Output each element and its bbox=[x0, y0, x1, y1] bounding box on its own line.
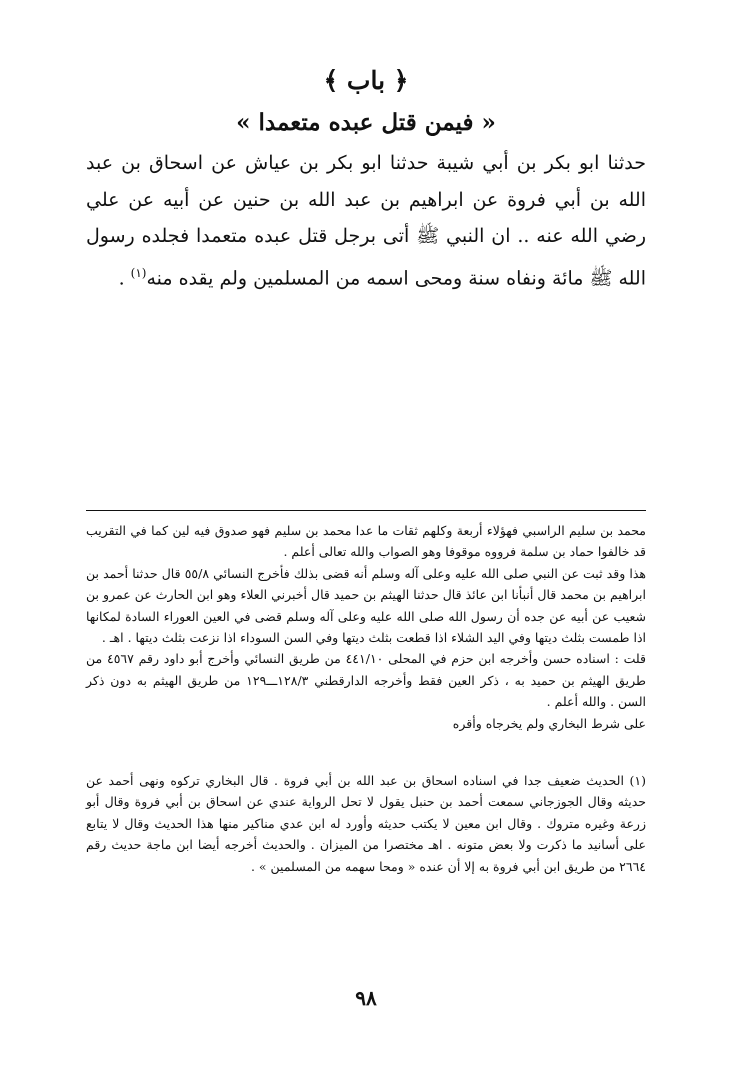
page-number: ٩٨ bbox=[355, 986, 377, 1010]
hadith-end: . bbox=[118, 266, 131, 289]
chapter-label: ﴿ باب ﴾ bbox=[323, 66, 409, 95]
footnote-reference[interactable]: (١) bbox=[130, 265, 147, 280]
notes-spacer bbox=[86, 734, 646, 770]
footnote-paragraph: (١) الحديث ضعيف جدا في اسناده اسحاق بن عبد الله بن أبي فروة . قال البخاري تركوه ونهى أحمد عن حديثه وقال الجوزجاني سمعت أحمد بن حنبل يقول لا تحل الرواية عندي عن اسحاق بن أبي فروة وقال أبو زرعة وغيره متروك . وقال ابن معين لا يكتب حديثه وأورد له ابن عدي مناكير منها هذا الحديث وقال لا يتابع على أسانيد ما ذكرت ولا بعض متونه . اهـ مختصرا من الميزان . والحديث أخرجه أيضا ابن ماجة حديث رقم ٢٦٦٤ من طريق ابن أبي فروة به إلا أن عنده « ومحا سهمه من المسلمين » . bbox=[86, 773, 646, 874]
note-paragraph: قلت : اسناده حسن وأخرجه ابن حزم في المحلى ٤٤١/١٠ من طريق النسائي وأخرج أبو داود رقم ٤٥٦٧ من طريق الهيثم بن حميد به ، ذكر العين فقط وأخرجه الدارقطني ١٢٨/٣ـــ١٢٩ من طريق الهيثم به دون ذكر السن . والله أعلم . bbox=[86, 651, 646, 710]
chapter-title: « فيمن قتل عبده متعمدا » bbox=[236, 109, 496, 136]
note-paragraph: هذا وقد ثبت عن النبي صلى الله عليه وعلى آله وسلم أنه قضى بذلك فأخرج النسائي ٥٥/٨ قال حدثنا أحمد بن ابراهيم بن محمد قال أنبأنا ابن عائذ قال حدثنا الهيثم بن حميد قال أخبرني العلاء وهو ابن الحارث عن عمرو بن شعيب عن أبيه عن جده أن رسول الله صلى الله عليه وعلى آله وسلم قضى في العين العوراء السادة لمكانها اذا طمست بثلث ديتها وفي اليد الشلاء اذا قطعت بثلث ديتها وفي السن السوداء اذا نزعت بثلث ديتها . اهـ . bbox=[86, 565, 647, 646]
hadith-text: حدثنا ابو بكر بن أبي شيبة حدثنا ابو بكر بن عياش عن اسحاق بن عبد الله بن أبي فروة عن ابراهيم بن عبد الله بن حنين عن أبيه عن علي رضي الله عنه .. ان النبي ﷺ أتى برجل قتل عبده متعمدا فجلده رسول الله ﷺ مائة ونفاه سنة ومحى اسمه من المسلمين ولم يقده منه bbox=[86, 152, 646, 289]
notes-divider bbox=[86, 510, 646, 511]
hadith-text-block bbox=[86, 145, 646, 296]
hadith-paragraph bbox=[86, 145, 646, 296]
note-paragraph: محمد بن سليم الراسبي فهؤلاء أربعة وكلهم ثقات ما عدا محمد بن سليم فهو صدوق فيه لين كما في التقريب قد خالفوا حماد بن سلمة فرووه موقوفا وهو الصواب والله تعالى أعلم . bbox=[86, 523, 646, 560]
note-paragraph: على شرط البخاري ولم يخرجاه وأقره bbox=[452, 715, 646, 731]
notes-block bbox=[86, 520, 646, 877]
